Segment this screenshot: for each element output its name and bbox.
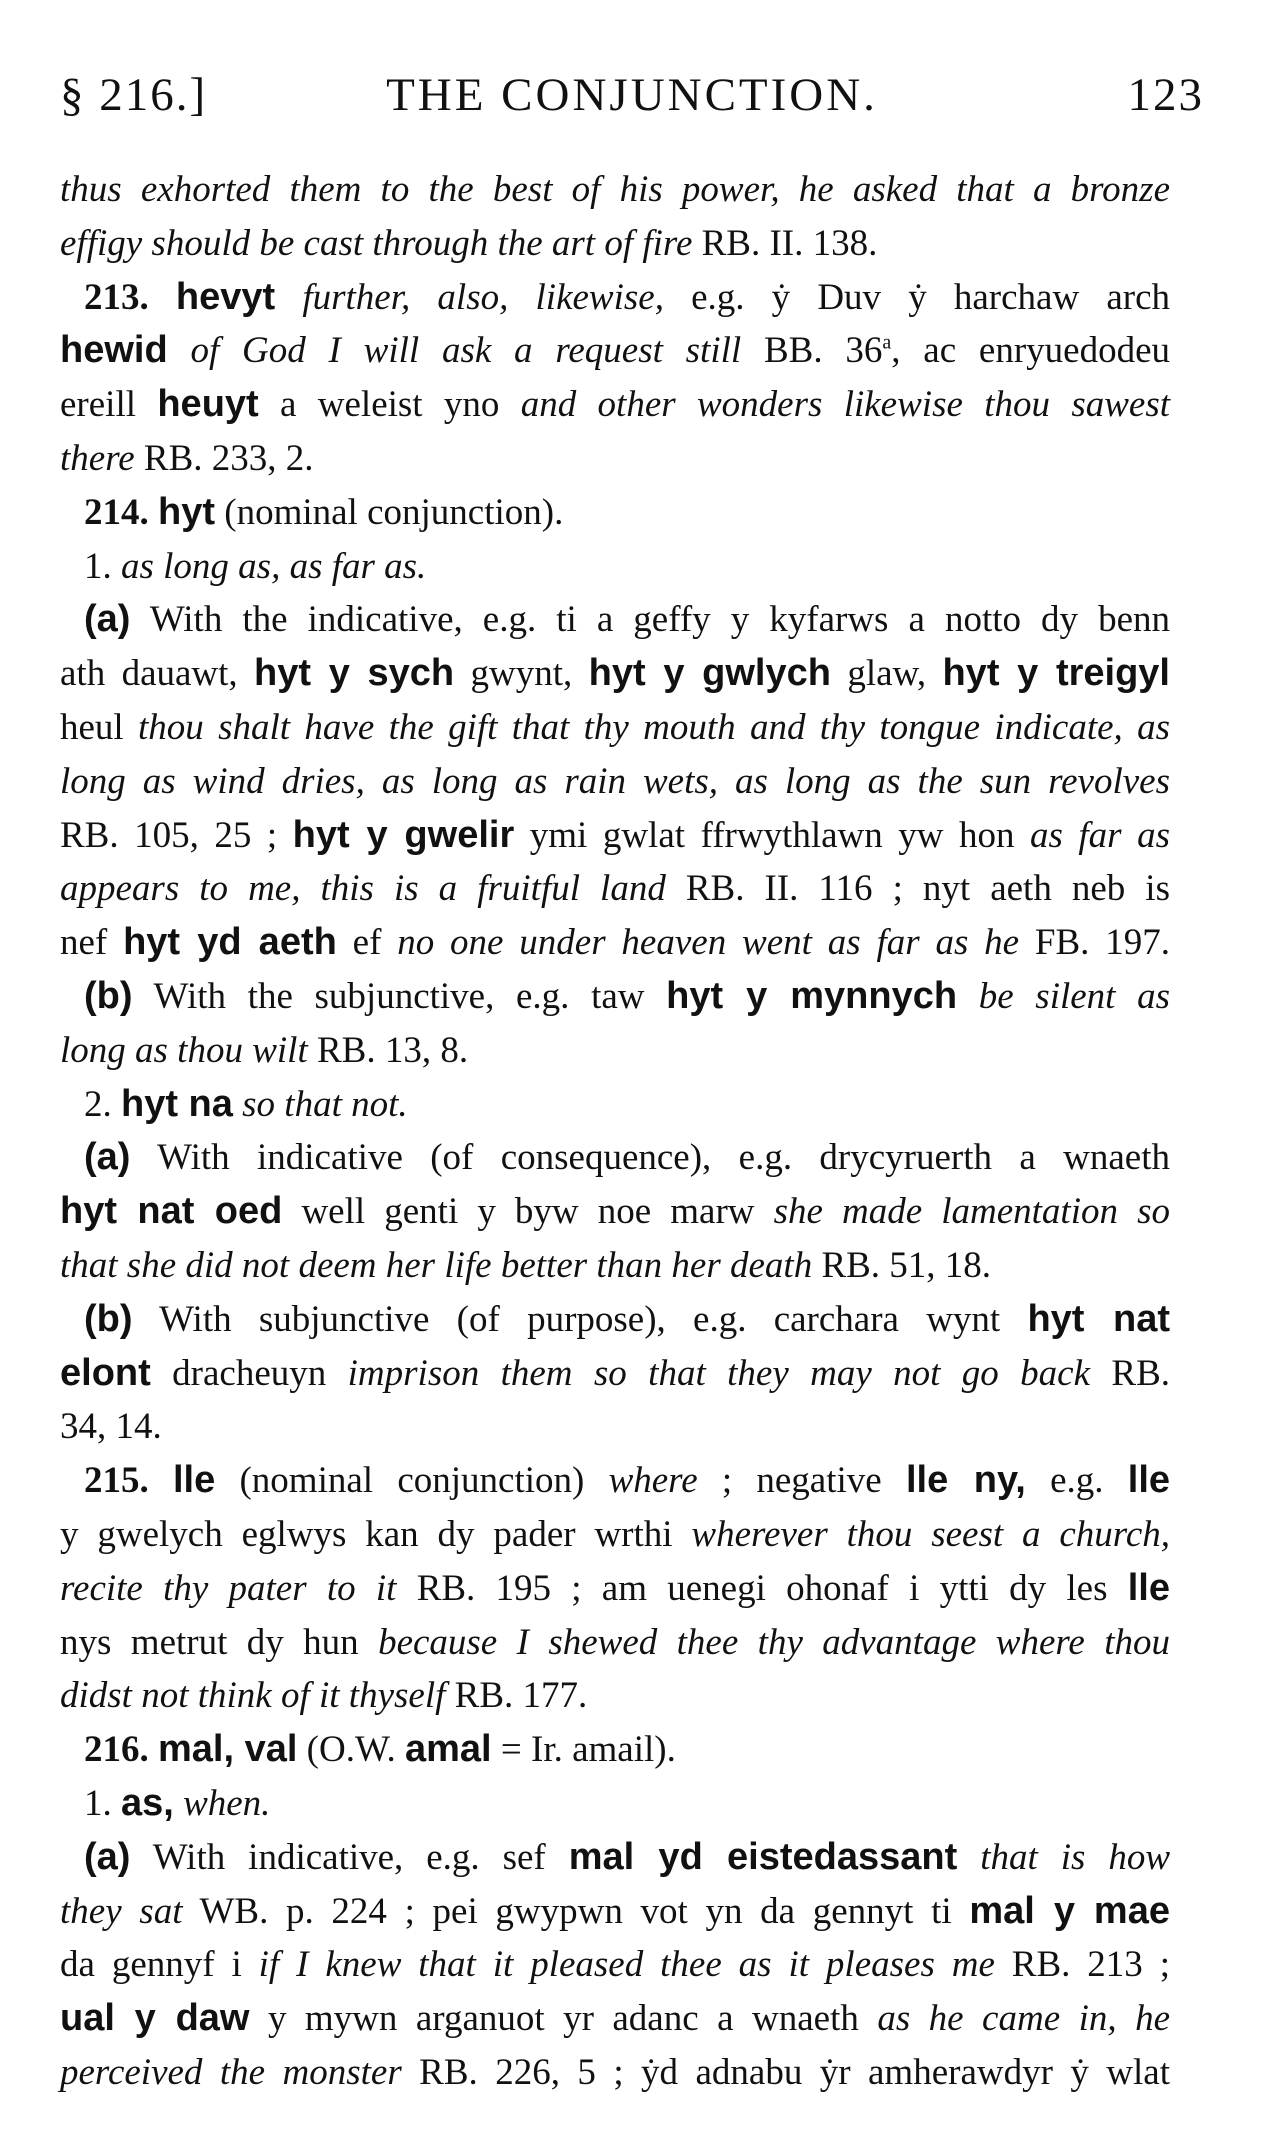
subsection: 2. hyt na so that not.: [84, 1082, 408, 1125]
entry-number: 213.: [84, 276, 176, 318]
text-line: 34, 14.: [60, 1406, 162, 1448]
text-line: there RB. 233, 2.: [60, 437, 314, 479]
text-line: hewid of God I will ask a request still BB. 36$^a$, ac enryuedodeu: [60, 329, 1171, 372]
text-line: hyt nat oed well genti y byw noe marw she made lamentation so: [60, 1190, 1170, 1233]
text-line: nef hyt yd aeth ef no one under heaven went as far as he FB. 197.: [60, 921, 1170, 964]
text-line: they sat WB. p. 224 ; pei gwypwn vot yn da gennyt ti mal y mae: [60, 1889, 1170, 1932]
text-line: y gwelych eglwys kan dy pader wrthi wherever thou seest a church,: [60, 1513, 1170, 1555]
headword: heuyt: [157, 383, 259, 426]
entry-214: 214. hyt (nominal conjunction).: [84, 490, 564, 533]
headword: mal, val: [158, 1728, 298, 1771]
text-line: heul thou shalt have the gift that thy mouth and thy tongue indicate, as: [60, 706, 1171, 748]
text-line: (a) With indicative (of consequence), e.g. drycyruerth a wnaeth: [84, 1136, 1170, 1179]
text-line: ereill heuyt a weleist yno and other wonders likewise thou sawest: [60, 383, 1170, 426]
text-line: da gennyf i if I knew that it pleased thee as it pleases me RB. 213 ;: [60, 1944, 1170, 1986]
page-title: THE CONJUNCTION.: [386, 69, 878, 121]
headword: hyt na: [121, 1082, 233, 1125]
text-line: appears to me, this is a fruitful land RB. II. 116 ; nyt aeth neb is: [60, 868, 1170, 910]
headword: lle: [173, 1459, 216, 1502]
text-line: (b) With subjunctive (of purpose), e.g. carchara wynt hyt nat: [84, 1297, 1171, 1340]
text-line: (a) With indicative, e.g. sef mal yd eistedassant that is how: [84, 1835, 1171, 1878]
entry-213: 213. hevyt further, also, likewise, e.g. ẏ Duv ẏ harchaw arch: [84, 275, 1170, 318]
headword: hevyt: [175, 275, 276, 318]
text-line: effigy should be cast through the art of fire RB. II. 138.: [60, 222, 878, 264]
running-header: [60, 68, 1204, 128]
section-reference: § 216.]: [60, 69, 208, 121]
text-line: didst not think of it thyself RB. 177.: [60, 1675, 588, 1717]
text-line: RB. 105, 25 ; hyt y gwelir ymi gwlat ffrwythlawn yw hon as far as: [60, 813, 1170, 856]
page-number: 123: [1127, 69, 1204, 121]
subsection: 1. as, when.: [84, 1781, 271, 1824]
text-line: that she did not deem her life better than her death RB. 51, 18.: [60, 1244, 992, 1286]
text-line: ath dauawt, hyt y sych gwynt, hyt y gwlych glaw, hyt y treigyl: [60, 652, 1170, 695]
text-line: long as thou wilt RB. 13, 8.: [60, 1029, 469, 1071]
headword: hewid: [60, 329, 168, 372]
text-body: [60, 163, 1170, 2100]
text-line: perceived the monster RB. 226, 5 ; ẏd adnabu ẏr amherawdyr ẏ wlat: [60, 2051, 1170, 2093]
text-line: thus exhorted them to the best of his power, he asked that a bronze: [60, 169, 1170, 210]
text-line: nys metrut dy hun because I shewed thee thy advantage where thou: [60, 1621, 1170, 1663]
text-line: ual y daw y mywn arganuot yr adanc a wnaeth as he came in, he: [60, 1997, 1170, 2040]
entry-number: 216.: [84, 1729, 158, 1771]
entry-215: 215. lle (nominal conjunction) where ; negative lle ny, e.g. lle: [84, 1459, 1171, 1502]
subsection: 1. as long as, as far as.: [84, 545, 427, 587]
text-line: (b) With the subjunctive, e.g. taw hyt y mynnych be silent as: [84, 974, 1171, 1017]
entry-number: 214.: [84, 491, 158, 533]
text-line: long as wind dries, as long as rain wets, as long as the sun revolves: [60, 760, 1170, 802]
entry-216: 216. mal, val (O.W. amal = Ir. amail).: [84, 1728, 676, 1771]
entry-number: 215.: [84, 1460, 173, 1502]
text-line: recite thy pater to it RB. 195 ; am uenegi ohonaf i ytti dy les lle: [60, 1566, 1170, 1609]
text-line: (a) With the indicative, e.g. ti a geffy y kyfarws a notto dy benn: [84, 598, 1170, 641]
headword: hyt: [158, 490, 215, 533]
text-line: elont dracheuyn imprison them so that they may not go back RB.: [60, 1351, 1171, 1394]
